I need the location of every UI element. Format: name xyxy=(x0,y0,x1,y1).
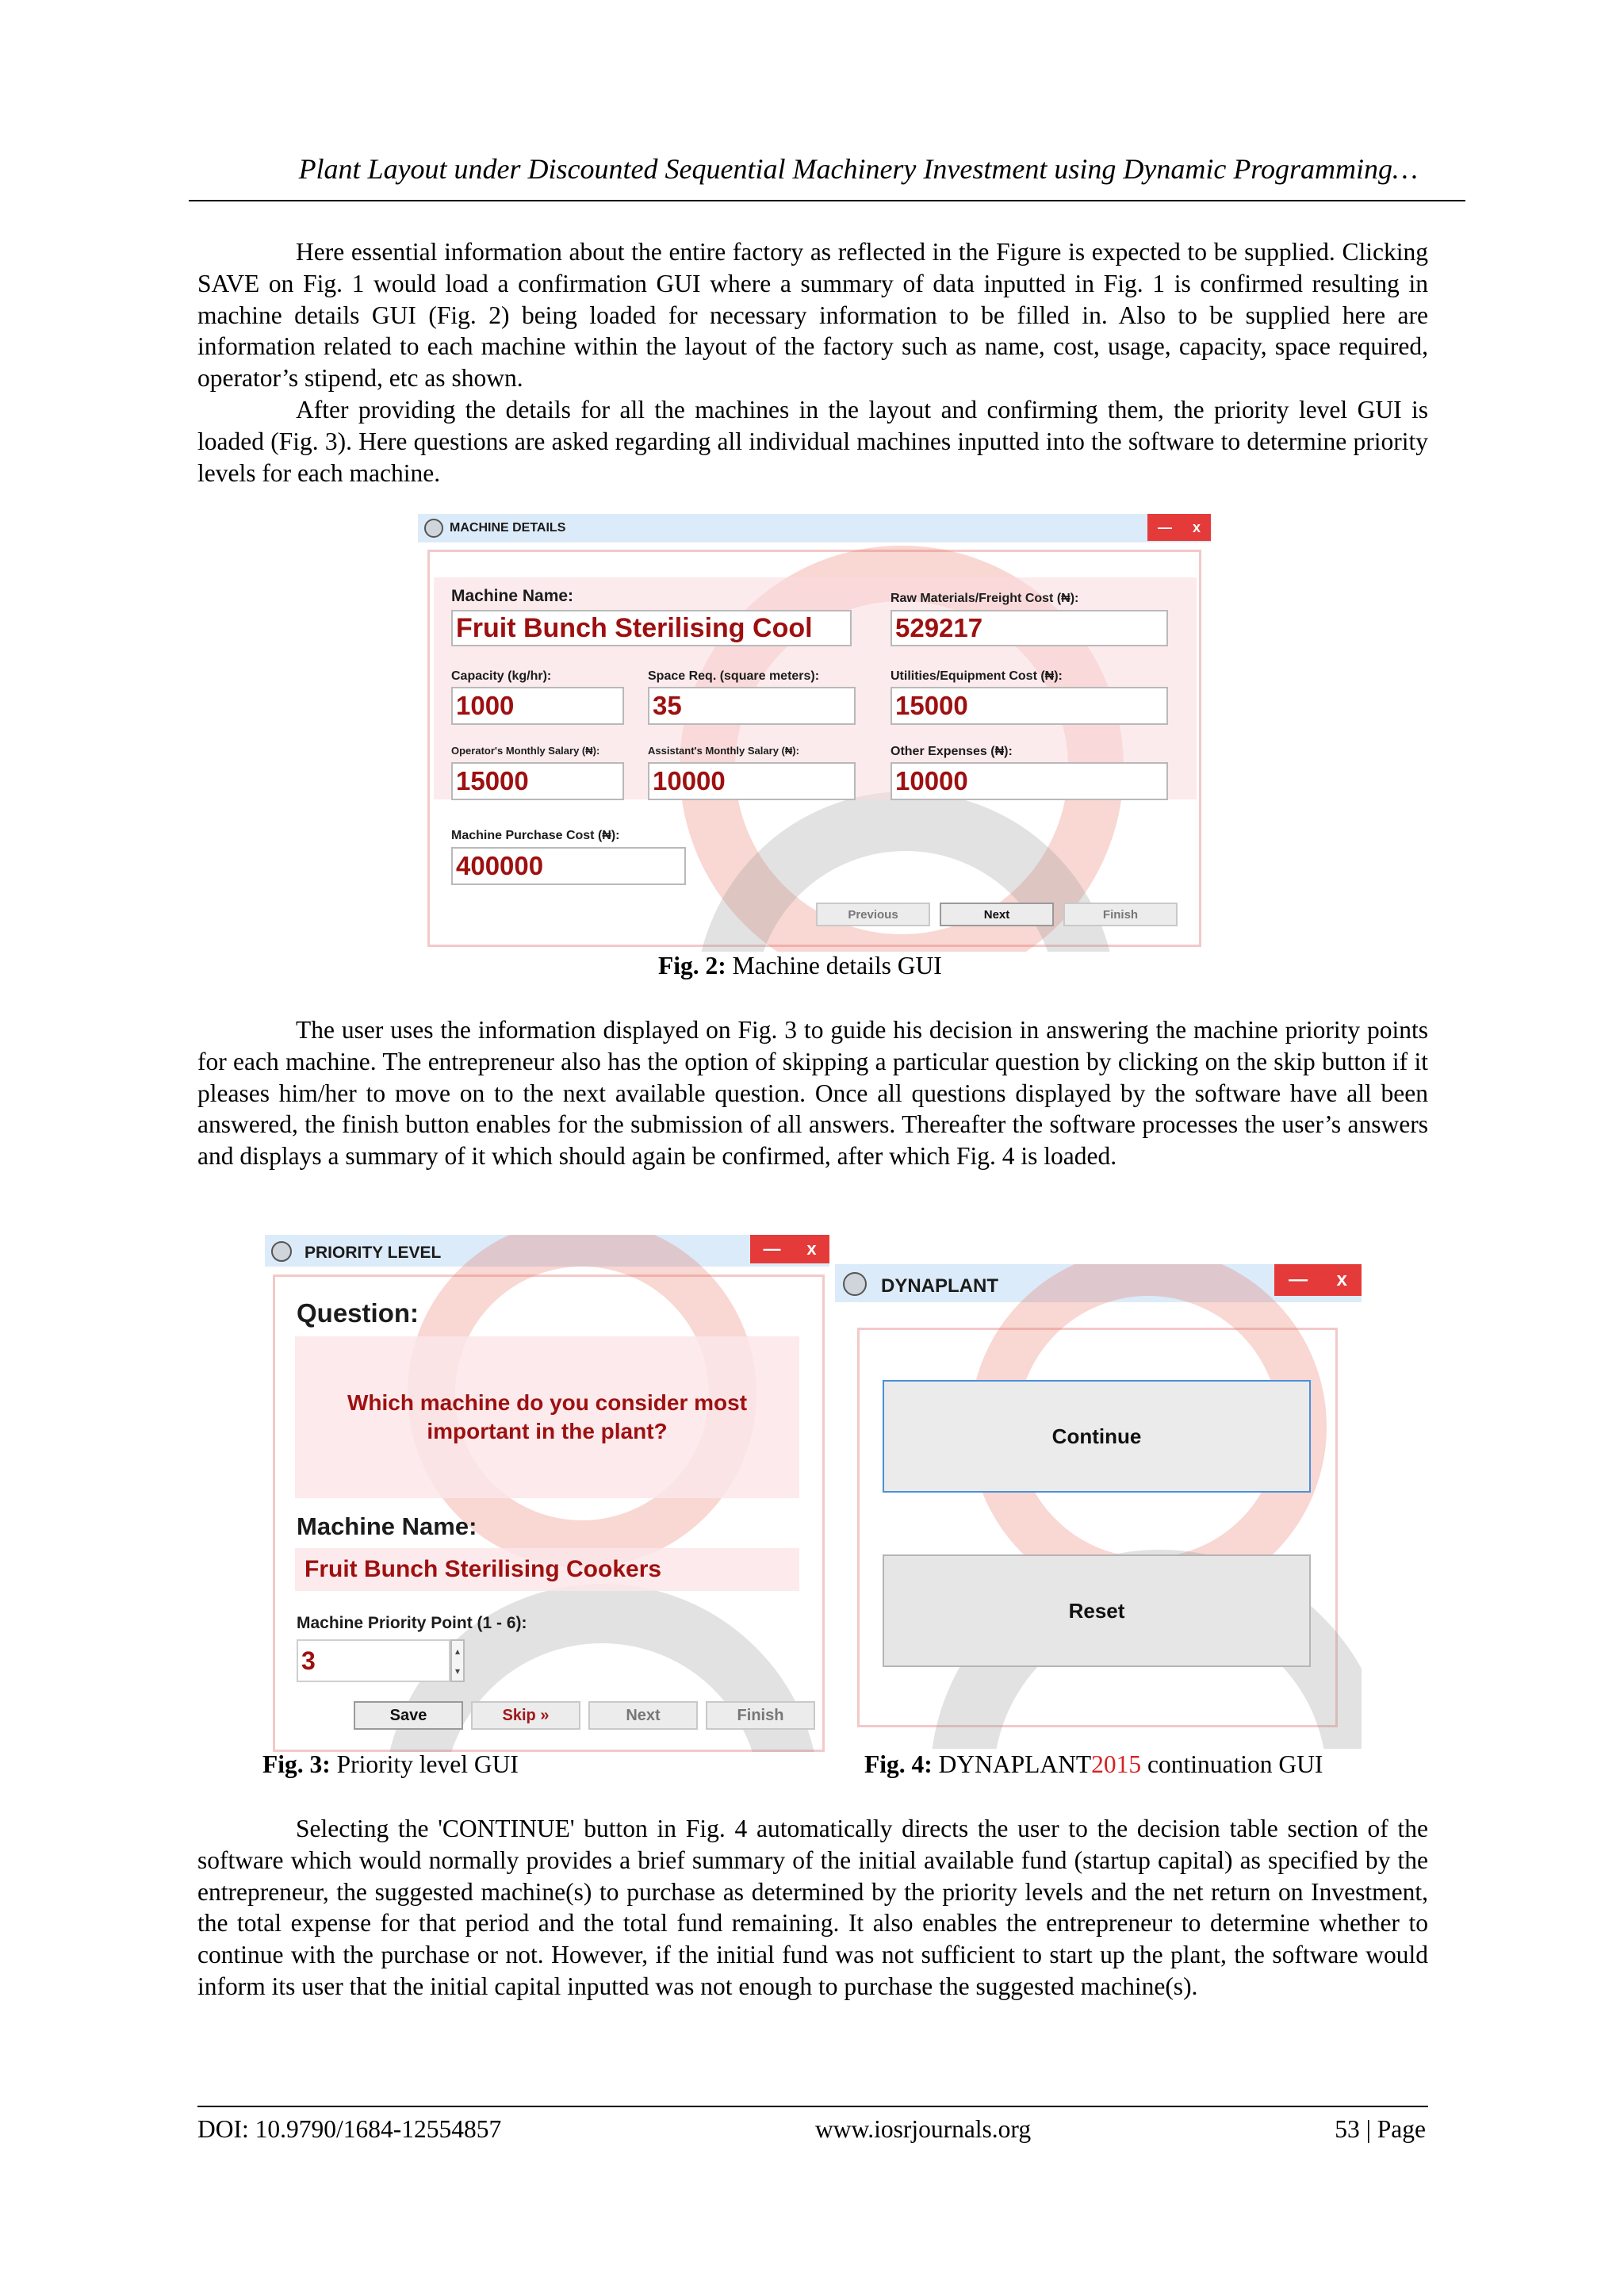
close-button[interactable]: x xyxy=(1192,519,1201,535)
app-logo-icon xyxy=(424,519,443,538)
footer-rule xyxy=(197,2106,1428,2107)
fig2-caption-text: Machine details GUI xyxy=(726,952,942,979)
skip-button[interactable]: Skip » xyxy=(471,1701,580,1730)
fig3-caption xyxy=(262,1750,519,1779)
raw-materials-label: Raw Materials/Freight Cost (₦): xyxy=(891,592,1079,605)
app-logo-icon xyxy=(843,1272,867,1296)
previous-button[interactable]: Previous xyxy=(816,903,930,926)
fig4-caption-label: Fig. 4: xyxy=(864,1750,933,1778)
priority-point-input[interactable]: 3 xyxy=(297,1639,450,1682)
window-title: MACHINE DETAILS xyxy=(450,521,566,535)
fig4-caption xyxy=(864,1750,1323,1779)
body-text-bottom xyxy=(197,1813,1428,2003)
window-controls xyxy=(750,1235,829,1263)
next-button[interactable]: Next xyxy=(940,903,1054,926)
other-expenses-input[interactable]: 10000 xyxy=(891,762,1168,800)
space-input[interactable]: 35 xyxy=(648,687,856,725)
spin-down-icon[interactable]: ▾ xyxy=(454,1665,461,1677)
fig3-caption-text: Priority level GUI xyxy=(330,1750,519,1778)
paragraph-3: The user uses the information displayed on Fig. 3 to guide his decision in answering the machine priority points for each machine. The entrepreneur also has the option of skipping a particular question by clicking on the skip button if it pleases him/her to move on to the next available question. Once all questions displayed by the software have all been answered, the finish button enables for the submission of all answers. Thereafter the software processes the user’s answers and displays a summary of it which should again be confirmed, after which Fig. 4 is loaded. xyxy=(197,1016,1428,1171)
machine-name-box xyxy=(295,1548,799,1591)
question-label: Question: xyxy=(297,1298,419,1328)
next-button[interactable]: Next xyxy=(588,1701,698,1730)
purchase-cost-input[interactable]: 400000 xyxy=(451,847,686,885)
paragraph-1: Here essential information about the entire factory as reflected in the Figure is expected to be supplied. Clicking SAVE on Fig. 1 would load a confirmation GUI where a summary of data inputted in Fig. 1 is confirmed resulting in machine details GUI (Fig. 2) being loaded for necessary information to be filled in. Also to be supplied here are information related to each machine within the layout of the factory such as name, cost, usage, capacity, space required, operator’s stipend, etc as shown. xyxy=(197,238,1428,393)
capacity-label: Capacity (kg/hr): xyxy=(451,669,552,683)
capacity-input[interactable]: 1000 xyxy=(451,687,624,725)
priority-point-label: Machine Priority Point (1 - 6): xyxy=(297,1614,527,1632)
spin-up-icon[interactable]: ▴ xyxy=(454,1645,461,1657)
space-label: Space Req. (square meters): xyxy=(648,669,820,683)
assistant-salary-input[interactable]: 10000 xyxy=(648,762,856,800)
minimize-button[interactable]: — xyxy=(1289,1269,1308,1290)
minimize-button[interactable]: — xyxy=(763,1239,781,1259)
window-controls xyxy=(1274,1264,1362,1296)
body-text-top xyxy=(197,236,1428,489)
minimize-button[interactable]: — xyxy=(1157,519,1172,535)
window-title: PRIORITY LEVEL xyxy=(304,1244,442,1262)
close-button[interactable]: x xyxy=(806,1239,817,1259)
title-bar xyxy=(418,514,1211,542)
body-text-middle xyxy=(197,1014,1428,1172)
finish-button[interactable]: Finish xyxy=(1063,903,1178,926)
window-controls xyxy=(1147,514,1211,541)
continue-button[interactable]: Continue xyxy=(883,1380,1311,1493)
footer-page-number: 53 | Page xyxy=(1335,2115,1426,2143)
running-header xyxy=(189,152,1465,201)
close-button[interactable]: x xyxy=(1336,1269,1347,1290)
question-box xyxy=(295,1336,799,1498)
fig4-caption-post: continuation GUI xyxy=(1141,1750,1323,1778)
save-button[interactable]: Save xyxy=(354,1701,463,1730)
utilities-label: Utilities/Equipment Cost (₦): xyxy=(891,669,1063,683)
paragraph-2: After providing the details for all the machines in the layout and confirming them, the priority level GUI is loaded (Fig. 3). Here questions are asked regarding all individual machines inputted into the software to determine priority levels for each machine. xyxy=(197,395,1428,487)
footer-site[interactable]: www.iosrjournals.org xyxy=(815,2115,1032,2143)
machine-details-window xyxy=(418,514,1211,952)
utilities-input[interactable]: 15000 xyxy=(891,687,1168,725)
app-logo-icon xyxy=(271,1241,292,1262)
operator-salary-label: Operator's Monthly Salary (₦): xyxy=(451,745,600,757)
fig4-caption-pre: DYNAPLANT xyxy=(932,1750,1092,1778)
fig4-caption-year: 2015 xyxy=(1091,1750,1142,1778)
fig2-caption xyxy=(658,952,942,980)
fig3-caption-label: Fig. 3: xyxy=(262,1750,331,1778)
reset-button[interactable]: Reset xyxy=(883,1554,1311,1667)
dynaplant-window xyxy=(835,1264,1362,1749)
footer-doi: DOI: 10.9790/1684-12554857 xyxy=(197,2115,502,2143)
machine-name-value: Fruit Bunch Sterilising Cookers xyxy=(304,1556,662,1582)
finish-button[interactable]: Finish xyxy=(706,1701,815,1730)
priority-spinner[interactable] xyxy=(450,1639,465,1682)
question-text: Which machine do you consider most important in the plant? xyxy=(347,1390,748,1443)
purchase-cost-label: Machine Purchase Cost (₦): xyxy=(451,829,620,842)
running-title: Plant Layout under Discounted Sequential Machinery Investment using Dynamic Programming… xyxy=(298,153,1418,185)
machine-name-input[interactable]: Fruit Bunch Sterilising Cool xyxy=(451,610,852,646)
paragraph-4: Selecting the 'CONTINUE' button in Fig. 4 automatically directs the user to the decision table section of the software which would normally provides a brief summary of the initial available fund (startup capital) as specified by the entrepreneur, the suggested machine(s) to purchase as determined by the priority levels and the net return on Investment, the total expense for that period and the total fund remaining. It also enables the entrepreneur to determine whether to continue with the purchase or not. However, if the initial fund was not sufficient to start up the plant, the software would inform its user that the initial capital inputted was not enough to purchase the suggested machine(s). xyxy=(197,1815,1428,2000)
fig2-caption-label: Fig. 2: xyxy=(658,952,726,979)
window-title: DYNAPLANT xyxy=(881,1275,998,1297)
raw-materials-input[interactable]: 529217 xyxy=(891,610,1168,646)
other-expenses-label: Other Expenses (₦): xyxy=(891,745,1013,758)
assistant-salary-label: Assistant's Monthly Salary (₦): xyxy=(648,745,799,757)
priority-level-window xyxy=(265,1235,829,1752)
machine-name-label: Machine Name: xyxy=(297,1512,477,1540)
operator-salary-input[interactable]: 15000 xyxy=(451,762,624,800)
machine-name-label: Machine Name: xyxy=(451,587,574,605)
